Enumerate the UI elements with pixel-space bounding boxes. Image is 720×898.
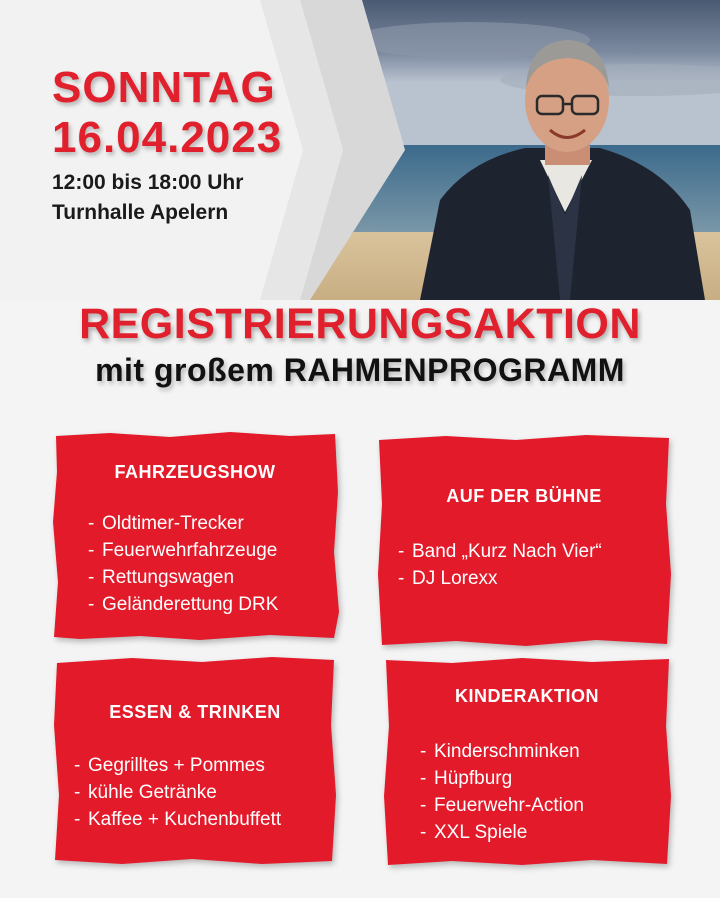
list-item: - Oldtimer-Trecker	[88, 513, 244, 534]
card-essen	[52, 655, 338, 867]
list-item: - Band „Kurz Nach Vier“	[398, 541, 602, 562]
list-item: - XXL Spiele	[420, 822, 528, 843]
list-item: - Kinderschminken	[420, 741, 580, 762]
card-list	[74, 752, 281, 833]
card-title: KINDERAKTION	[455, 686, 599, 706]
card-buehne	[376, 434, 672, 648]
event-info	[52, 64, 282, 228]
card-list	[398, 538, 602, 592]
headline-main: REGISTRIERUNGSAKTION	[79, 300, 641, 348]
card-title: ESSEN & TRINKEN	[109, 702, 281, 722]
list-item: - Feuerwehr-Action	[420, 795, 584, 816]
list-item: - Feuerwehrfahrzeuge	[88, 540, 278, 561]
list-item: - Gegrilltes + Pommes	[74, 755, 265, 776]
list-item: - DJ Lorexx	[398, 568, 498, 589]
card-list	[88, 510, 278, 618]
event-day: SONNTAG	[52, 63, 276, 112]
list-item: - Hüpfburg	[420, 768, 513, 789]
card-title: FAHRZEUGSHOW	[114, 462, 276, 482]
card-kinderaktion	[382, 656, 672, 868]
card-title: AUF DER BÜHNE	[446, 486, 602, 506]
headline-sub: mit großem RAHMENPROGRAMM	[95, 352, 625, 388]
event-place: Turnhalle Apelern	[52, 201, 229, 224]
card-list	[420, 738, 584, 846]
list-item: - Rettungswagen	[88, 567, 235, 588]
event-time: 12:00 bis 18:00 Uhr	[52, 171, 244, 194]
footer-strip	[0, 884, 720, 898]
list-item: - Kaffee + Kuchenbuffett	[74, 809, 282, 830]
list-item: - Geländerettung DRK	[88, 594, 279, 615]
card-fahrzeugshow	[50, 432, 340, 642]
list-item: - kühle Getränke	[74, 782, 217, 803]
event-date: 16.04.2023	[52, 113, 283, 162]
